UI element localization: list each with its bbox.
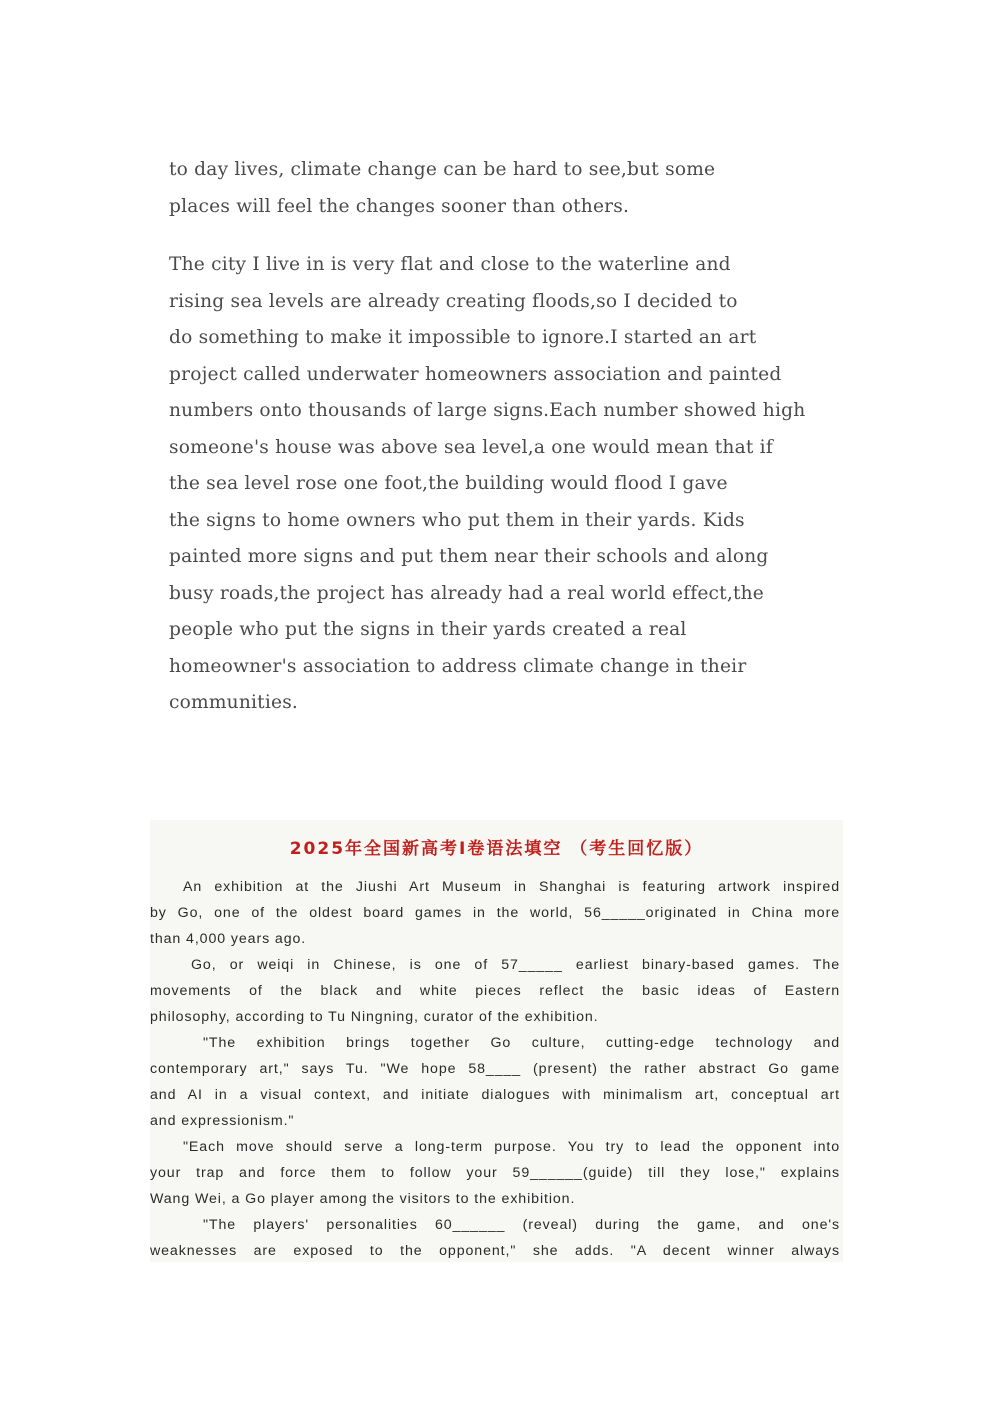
exam-line: Wang Wei, a Go player among the visitors to the exhibition. [150, 1191, 576, 1207]
exam-line: your trap and force them to follow your 59______(guide) till they lose," explains [150, 1165, 840, 1181]
exam-line: "Each move should serve a long-term purpose. You try to lead the opponent into [183, 1139, 840, 1155]
exam-line: by Go, one of the oldest board games in the world, 56_____originated in China more [150, 905, 840, 921]
section-title: 2025年全国新高考Ⅰ卷语法填空 （考生回忆版） [289, 839, 704, 859]
passage-line: communities. [169, 692, 299, 713]
passage-line: rising sea levels are already creating floods,so I decided to [169, 290, 738, 312]
passage-line: numbers onto thousands of large signs.Each number showed high [169, 400, 806, 421]
exam-passage [150, 874, 840, 1264]
exam-line: and AI in a visual context, and initiate dialogues with minimalism art, conceptual art [150, 1087, 840, 1103]
exam-line: contemporary art," says Tu. "We hope 58____ (present) the rather abstract Go game [150, 1061, 840, 1077]
passage-line: homeowner's association to address climate change in their [169, 655, 747, 677]
passage-line: the sea level rose one foot,the building would flood I gave [169, 473, 728, 494]
passage-line: do something to make it impossible to ignore.I started an art [169, 327, 757, 348]
grammar-fill-section [150, 820, 843, 1262]
passage-line: painted more signs and put them near their schools and along [169, 546, 769, 567]
exam-line: Go, or weiqi in Chinese, is one of 57_____ earliest binary-based games. The [191, 957, 840, 973]
passage-line: the signs to home owners who put them in their yards. Kids [169, 509, 745, 531]
exam-line: "The players' personalities 60______ (reveal) during the game, and one's [203, 1217, 840, 1233]
exam-line: movements of the black and white pieces reflect the basic ideas of Eastern [150, 983, 840, 999]
passage-line: project called underwater homeowners association and painted [169, 363, 782, 385]
reading-passage [169, 152, 829, 722]
exam-line: and expressionism." [150, 1113, 295, 1129]
exam-line: An exhibition at the Jiushi Art Museum in Shanghai is featuring artwork inspired [183, 879, 840, 895]
passage-line: The city I live in is very flat and close to the waterline and [169, 254, 731, 275]
passage-line: busy roads,the project has already had a real world effect,the [169, 582, 764, 604]
exam-line: weaknesses are exposed to the opponent," she adds. "A decent winner always [150, 1243, 840, 1259]
exam-line: "The exhibition brings together Go culture, cutting-edge technology and [203, 1035, 840, 1051]
passage-line: someone's house was above sea level,a one would mean that if [169, 436, 773, 458]
passage-line: people who put the signs in their yards created a real [169, 619, 687, 640]
passage-line: places will feel the changes sooner than others. [169, 195, 630, 217]
passage-line: to day lives, climate change can be hard to see,but some [169, 159, 716, 180]
exam-line: philosophy, according to Tu Ningning, curator of the exhibition. [150, 1009, 599, 1025]
exam-line: than 4,000 years ago. [150, 931, 307, 947]
